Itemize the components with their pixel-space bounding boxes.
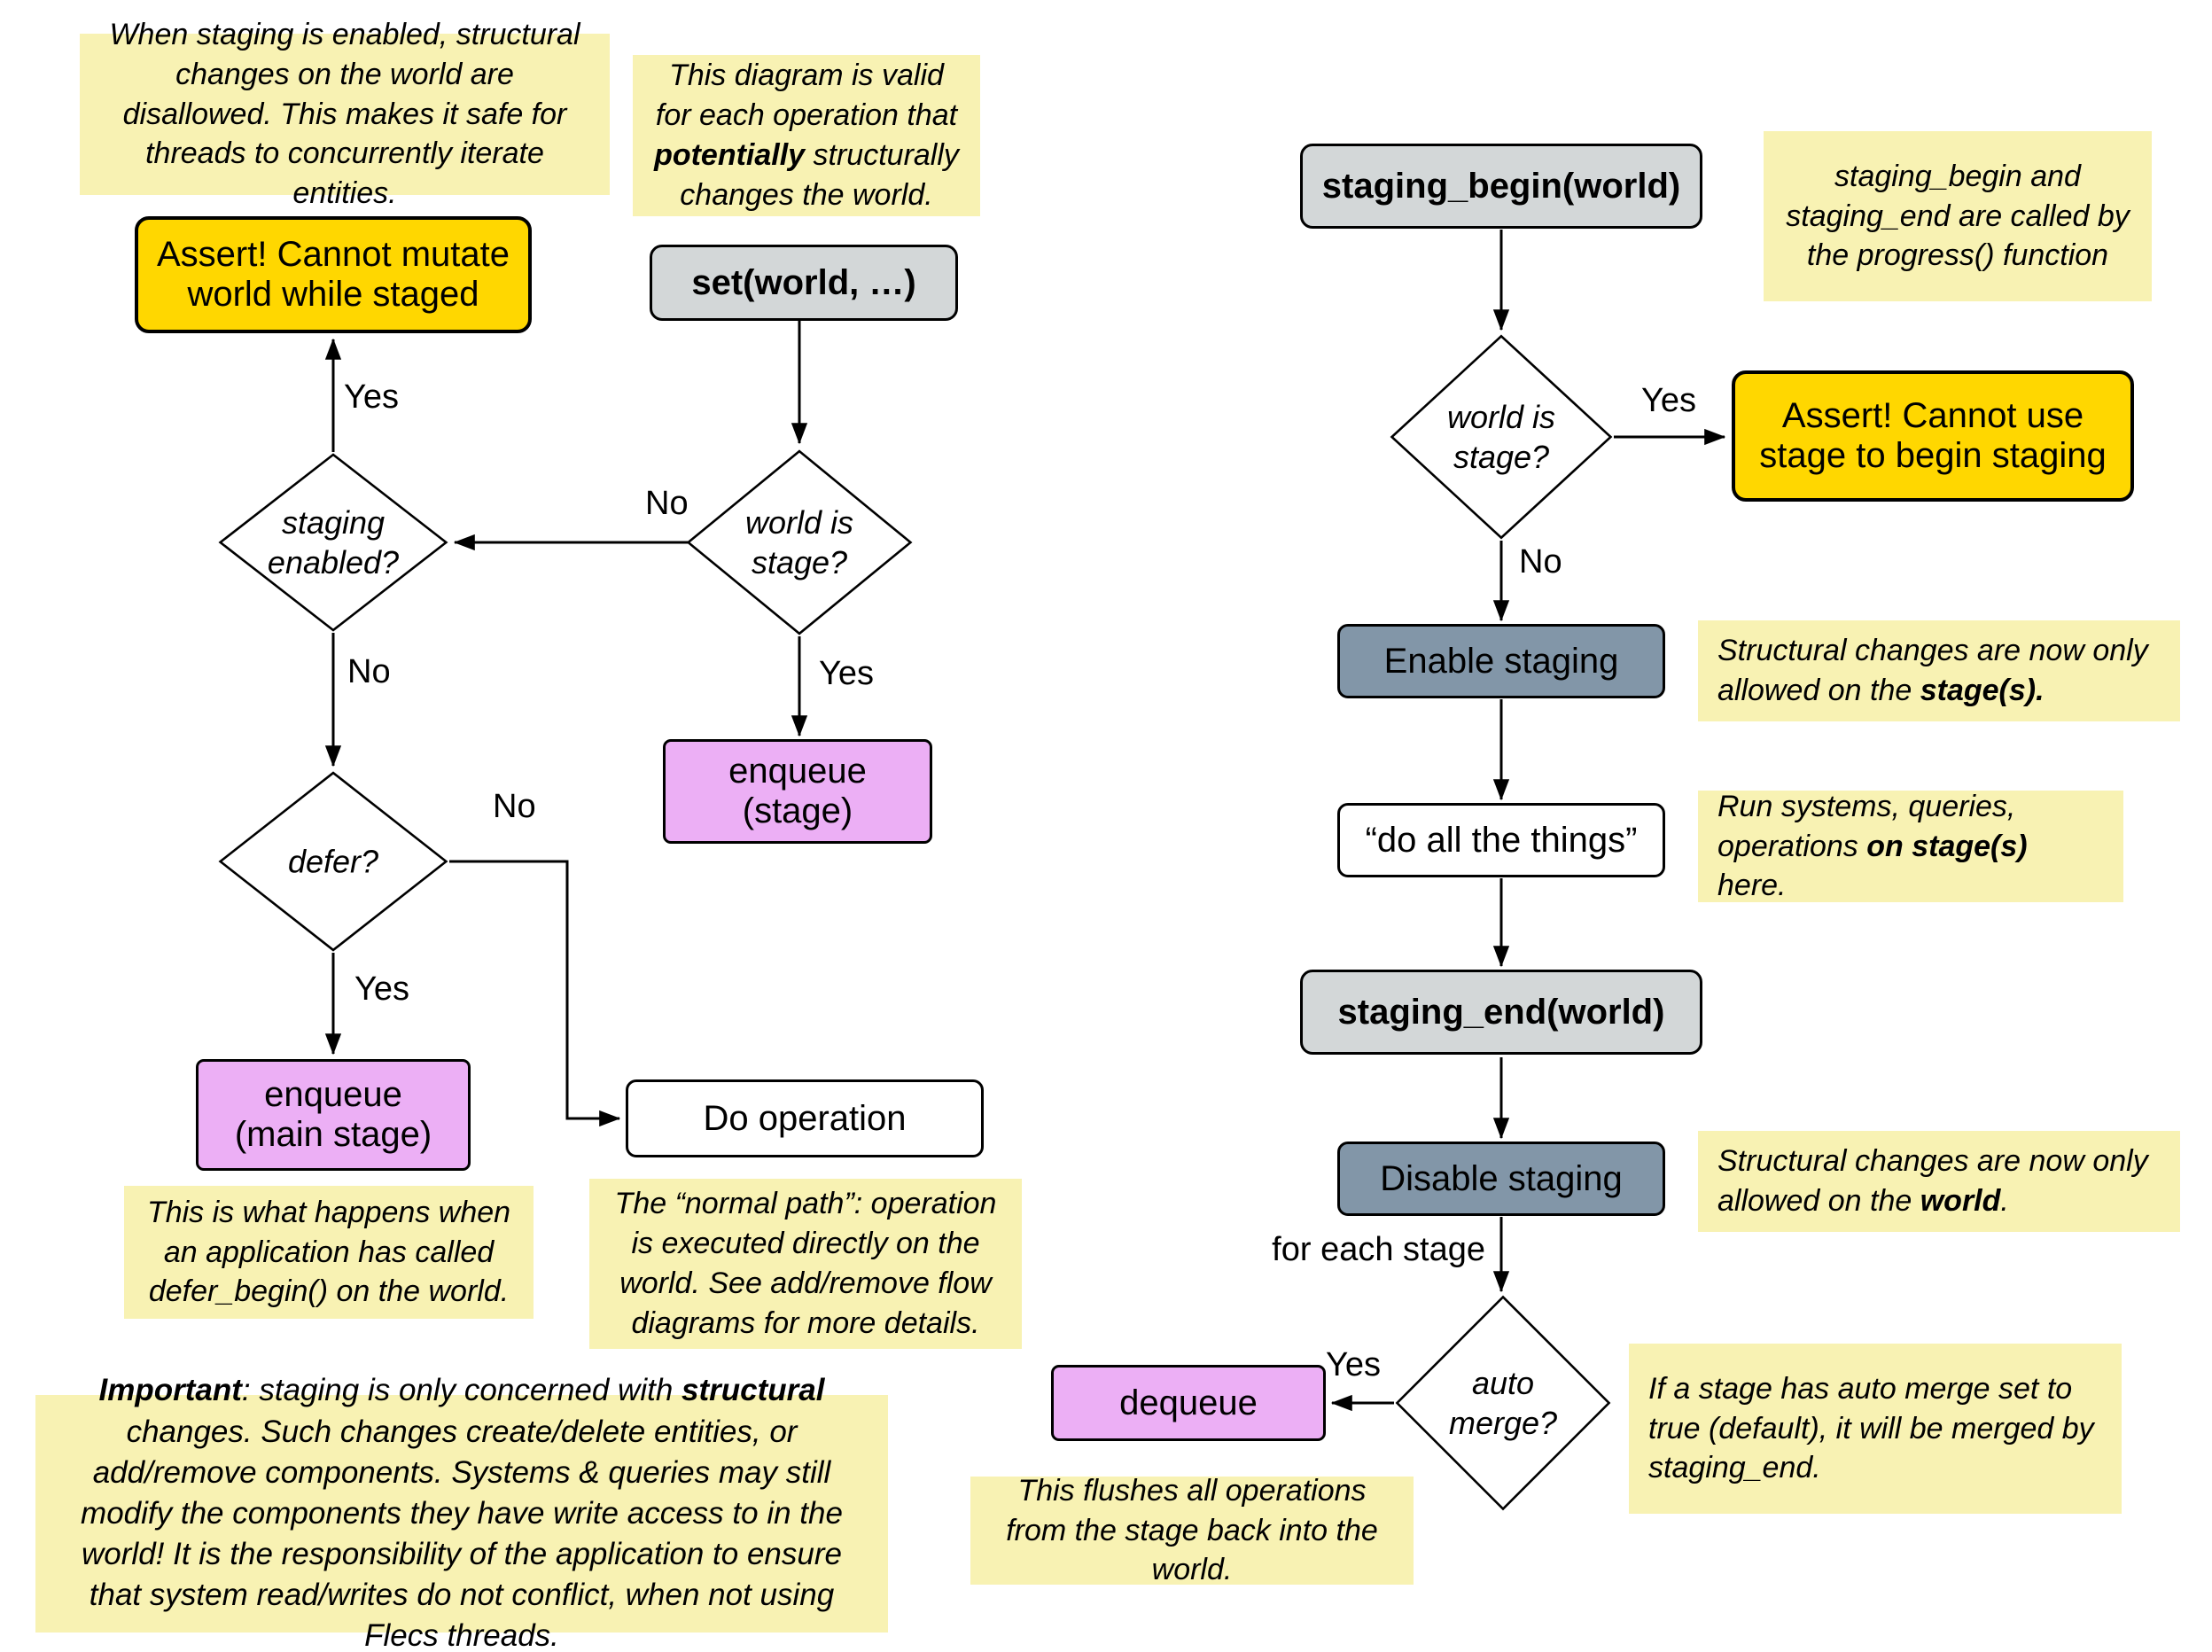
note-normal-path-text: The “normal path”: operation is executed directly on the world. See add/remove flow diagrams for more details. (614, 1187, 997, 1340)
enable-staging-label: Enable staging (1383, 641, 1619, 681)
note-normal-path (589, 1179, 1022, 1349)
dequeue-label: dequeue (1119, 1383, 1258, 1422)
do-all-things-label: “do all the things” (1365, 820, 1638, 860)
note-progress (1764, 131, 2152, 301)
note-stage-only (1698, 620, 2180, 721)
set-world-label: set(world, …) (691, 262, 916, 302)
edge-label-yes-world-is-stage-right: Yes (1641, 382, 1696, 419)
world-is-stage-label-right: world is stage? (1446, 399, 1556, 475)
dequeue-box (1051, 1365, 1326, 1441)
assert-cannot-mutate-box (135, 216, 532, 333)
note-staging-disallowed-text: When staging is enabled, structural changes on the world are disallowed. This makes it safe for threads to concurrently iterate entities. (109, 17, 580, 211)
do-operation-label: Do operation (703, 1098, 907, 1138)
note-stage-only-bold: stage(s) (1920, 674, 2037, 707)
note-diagram-valid-pre: This diagram is valid for each operation that (655, 58, 958, 133)
note-defer-begin (124, 1186, 534, 1319)
do-operation-box (626, 1079, 984, 1157)
enqueue-main-stage-box (196, 1059, 471, 1171)
disable-staging-label: Disable staging (1380, 1158, 1623, 1198)
edge-label-yes-auto-merge: Yes (1326, 1346, 1381, 1383)
set-world-box (650, 245, 958, 321)
assert-cannot-use-stage-box (1732, 370, 2134, 502)
note-defer-begin-text: This is what happens when an application has called defer_begin() on the world. (146, 1195, 511, 1309)
for-each-stage-label: for each stage (1272, 1231, 1485, 1268)
enqueue-stage-line2: (stage) (742, 791, 853, 830)
note-run-pre: Run systems, queries, operations (1717, 789, 2016, 863)
assert-cannot-mutate-bold: Assert! (157, 235, 268, 274)
note-important-rest: changes. Such changes create/delete entities, or add/remove components. Systems & queries may still modify the components they have write access to in the world! It is the responsibility of the application to ensure that system read/writes do not conflict, when not using Flecs threads. (81, 1414, 843, 1652)
note-important-bold2: structural (682, 1373, 825, 1408)
note-world-only-bold: world (1920, 1184, 2001, 1218)
staging-enabled-diamond (218, 453, 448, 632)
edge-label-no-defer: No (493, 788, 536, 825)
auto-merge-diamond (1395, 1295, 1611, 1511)
assert-cannot-use-stage-bold: Assert! (1781, 396, 1893, 435)
note-progress-text: staging_begin and staging_end are called by the progress() function (1786, 159, 2130, 273)
auto-merge-label: auto merge? (1448, 1365, 1558, 1441)
staging-end-box (1300, 970, 1702, 1055)
note-diagram-valid-post: structurally changes the world. (680, 138, 959, 212)
world-is-stage-diamond-right (1390, 334, 1613, 540)
arrow-defer-no-to-do-operation (449, 861, 619, 1118)
enqueue-stage-box (663, 739, 932, 844)
note-staging-disallowed (80, 17, 610, 211)
note-flush (970, 1473, 1414, 1587)
note-important-bold1: Important (98, 1373, 242, 1408)
world-is-stage-label-left: world is stage? (744, 504, 854, 581)
edge-label-yes-defer: Yes (354, 970, 409, 1008)
note-world-only-pre: Structural changes are now only allowed on the (1717, 1144, 2148, 1218)
note-world-only-post: . (2000, 1184, 2009, 1218)
note-run-bold: on stage(s) (1866, 829, 2028, 863)
note-world-only (1698, 1131, 2180, 1232)
note-stage-only-pre: Structural changes are now only allowed on the (1717, 634, 2148, 707)
note-important-mid: : staging is only concerned with (241, 1373, 682, 1408)
staging-end-label: staging_end(world) (1337, 992, 1665, 1032)
note-flush-text: This flushes all operations from the stage back into the world. (1006, 1473, 1378, 1587)
note-diagram-valid (633, 55, 980, 216)
note-run-post: here. (1717, 869, 1787, 903)
staging-enabled-label: staging enabled? (267, 504, 400, 581)
note-diagram-valid-bold: potentially (654, 138, 806, 172)
edge-label-no-staging-enabled: No (347, 653, 391, 690)
edge-label-yes-world-is-stage-left: Yes (819, 655, 874, 692)
defer-label: defer? (287, 843, 379, 880)
staging-begin-box (1300, 144, 1702, 229)
edge-label-no-world-is-stage-right: No (1519, 543, 1562, 581)
note-auto-merge (1629, 1344, 2122, 1514)
note-auto-merge-text: If a stage has auto merge set to true (default), it will be merged by staging_end. (1648, 1371, 2094, 1485)
defer-diamond (218, 771, 448, 952)
disable-staging-box (1337, 1142, 1665, 1216)
enqueue-main-line1: enqueue (264, 1075, 402, 1114)
staging-begin-label: staging_begin(world) (1321, 166, 1681, 206)
note-run-systems (1698, 791, 2123, 902)
note-important (35, 1373, 888, 1652)
enable-staging-box (1337, 624, 1665, 698)
edge-label-no-world-is-stage-left: No (645, 485, 689, 522)
do-all-things-box (1337, 803, 1665, 877)
edge-label-yes-staging-enabled: Yes (344, 378, 399, 416)
world-is-stage-diamond-left (686, 449, 913, 635)
assert-cannot-use-stage-rest: Cannot use stage to begin staging (1759, 396, 2107, 475)
enqueue-stage-line1: enqueue (728, 752, 867, 791)
enqueue-main-line2: (main stage) (234, 1115, 432, 1154)
assert-cannot-mutate-rest: Cannot mutate world while staged (187, 235, 510, 314)
note-stage-only-post: . (2036, 674, 2045, 707)
